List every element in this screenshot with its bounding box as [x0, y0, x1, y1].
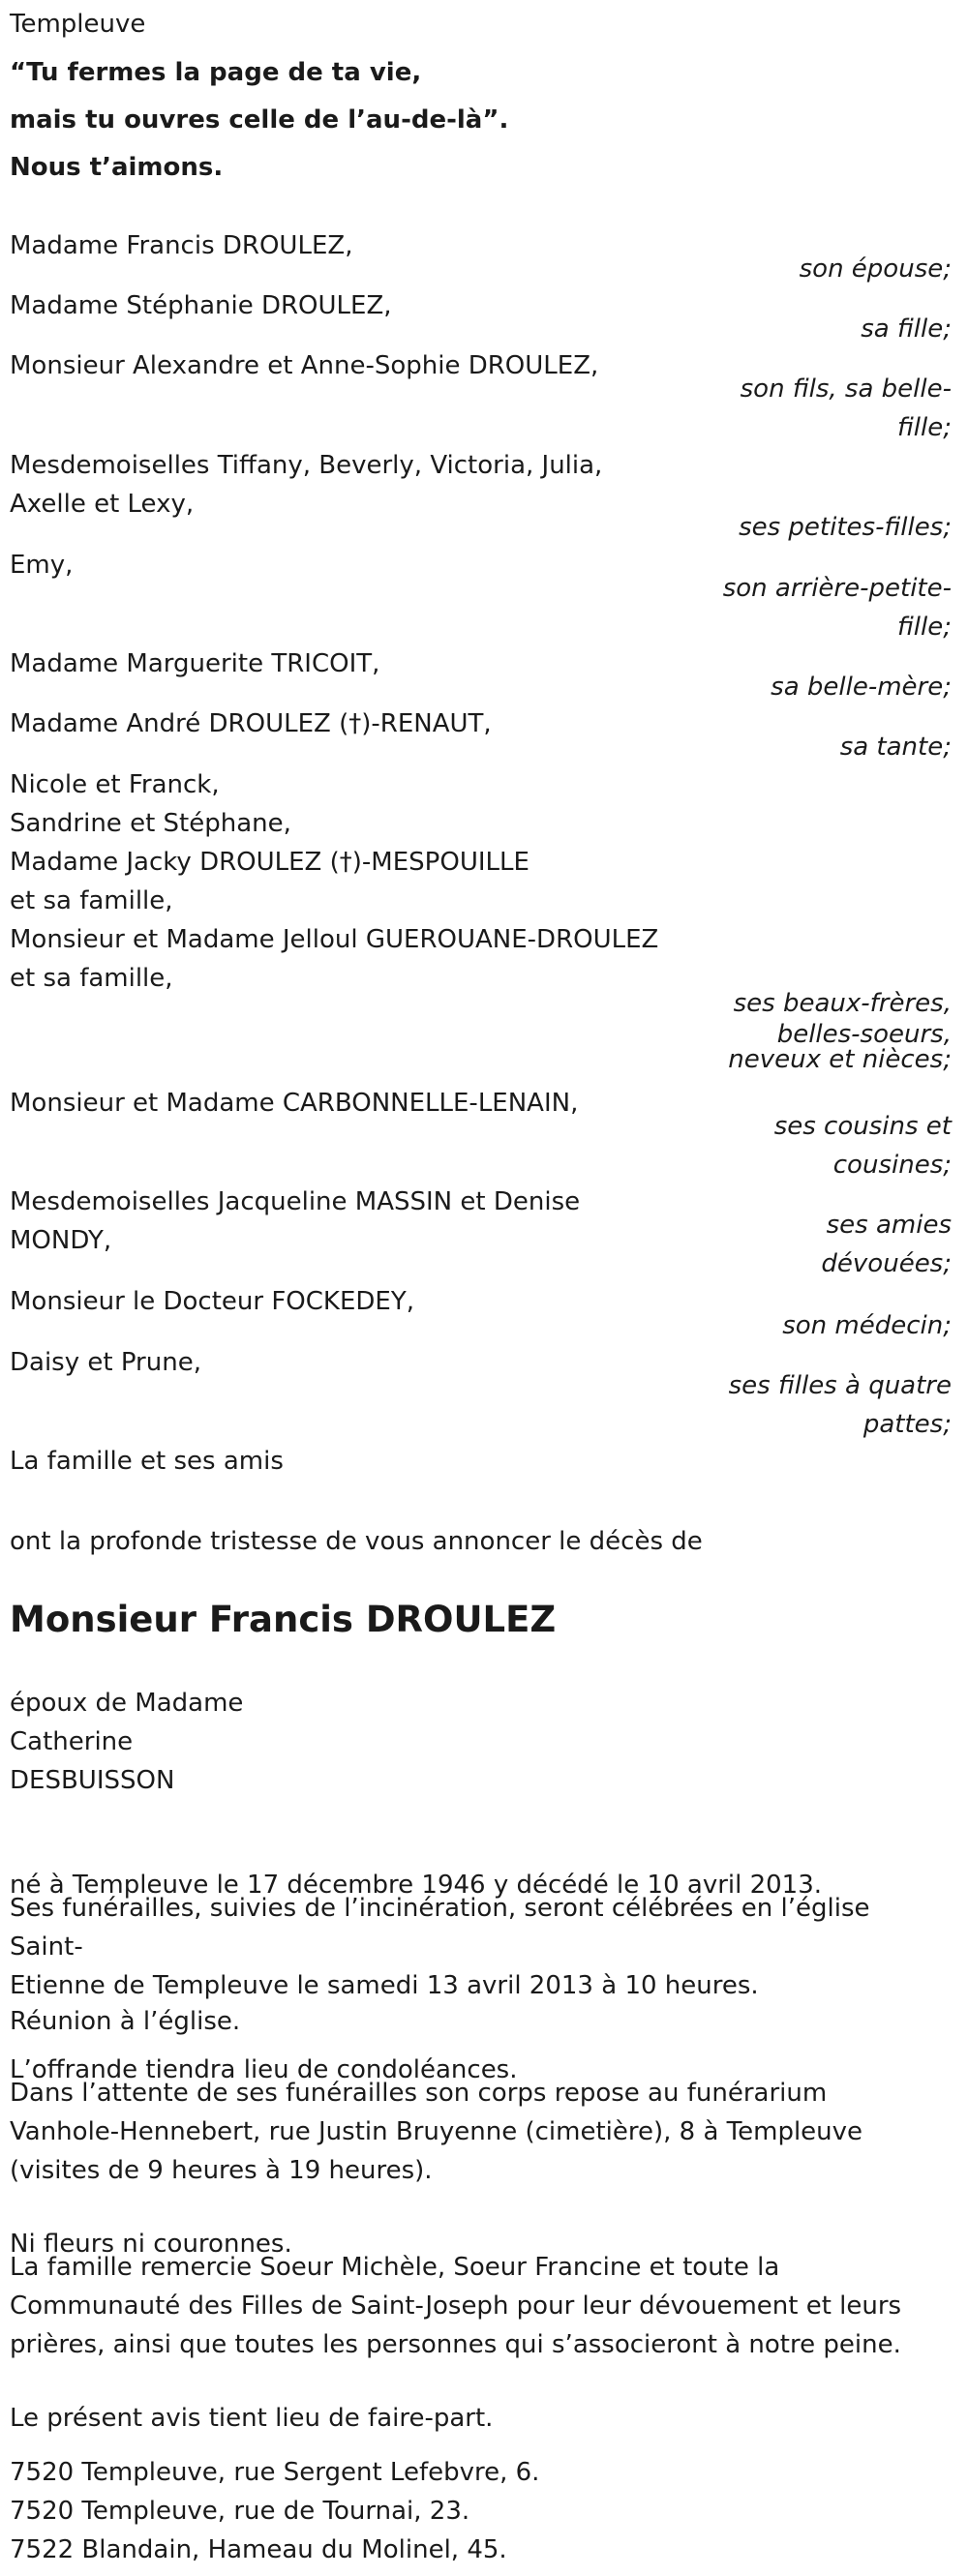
- family-member-relation: son arrière-petite- fille;: [722, 574, 952, 642]
- family-member-names: Madame Marguerite TRICOIT,: [10, 649, 380, 678]
- closing-family: La famille et ses amis: [10, 1447, 284, 1476]
- family-member-names: Emy,: [10, 551, 74, 580]
- family-member-names: Monsieur le Docteur FOCKEDEY,: [10, 1287, 414, 1316]
- family-member-names: Mesdemoiselles Jacqueline MASSIN et Denise MONDY,: [10, 1187, 581, 1255]
- quote-line-1: “Tu fermes la page de ta vie,: [10, 58, 422, 87]
- family-member-relation: son épouse;: [799, 255, 952, 284]
- offering-line: L’offrande tiendra lieu de condoléances.: [10, 2055, 518, 2084]
- address-line: 7522 Blandain, Hameau du Molinel, 45.: [10, 2535, 507, 2564]
- family-member-relation: son fils, sa belle- fille;: [740, 374, 952, 442]
- family-member-relation: ses beaux-frères, belles-soeurs, neveux et nièces;: [728, 989, 952, 1074]
- flowers-line: Ni fleurs ni couronnes.: [10, 2230, 292, 2259]
- spouse-block: époux de Madame Catherine DESBUISSON: [10, 1689, 244, 1795]
- thanks-paragraph: La famille remercie Soeur Michèle, Soeur Francine et toute la Communauté des Filles de Saint-Joseph pour leur dévouement et leurs prières, ainsi que toutes les personnes qui s’associeront à notre peine.: [10, 2253, 902, 2359]
- address-line: 7520 Templeuve, rue Sergent Lefebvre, 6.: [10, 2458, 540, 2487]
- family-member-names: Madame Stéphanie DROULEZ,: [10, 291, 392, 320]
- family-member-names: Nicole et Franck, Sandrine et Stéphane, Madame Jacky DROULEZ (†)-MESPOUILLE et sa famille, Monsieur et Madame Jelloul GUEROUANE-DROULEZ et sa famille,: [10, 770, 659, 993]
- family-member-relation: ses petites-filles;: [739, 513, 952, 542]
- family-member-relation: sa fille;: [861, 315, 952, 344]
- body-rest-paragraph: Dans l’attente de ses funérailles son corps repose au funérarium Vanhole-Hennebert, rue Justin Bruyenne (cimetière), 8 à Templeuve (visites de 9 heures à 19 heures).: [10, 2079, 863, 2185]
- notice-line: Le présent avis tient lieu de faire-part.: [10, 2404, 494, 2433]
- family-member-relation: son médecin;: [782, 1311, 952, 1340]
- family-member-relation: sa tante;: [839, 733, 952, 762]
- family-member-relation: ses filles à quatre pattes;: [728, 1371, 952, 1439]
- family-member-names: Monsieur Alexandre et Anne-Sophie DROULEZ,: [10, 351, 599, 380]
- place-heading: Templeuve: [10, 10, 146, 39]
- funeral-paragraph: Ses funérailles, suivies de l’incinération, seront célébrées en l’église Saint- Etienne de Templeuve le samedi 13 avril 2013 à 10 heures.: [10, 1894, 870, 2000]
- family-member-names: Madame André DROULEZ (†)-RENAUT,: [10, 709, 492, 738]
- reunion-line: Réunion à l’église.: [10, 2007, 241, 2036]
- family-member-names: Daisy et Prune,: [10, 1348, 201, 1377]
- address-line: 7520 Templeuve, rue de Tournai, 23.: [10, 2497, 470, 2526]
- quote-line-2: mais tu ouvres celle de l’au-de-là”.: [10, 105, 509, 135]
- addresses: [10, 2453, 539, 2569]
- family-member-relation: ses amies dévouées;: [821, 1211, 952, 1278]
- family-member-names: Mesdemoiselles Tiffany, Beverly, Victoria, Julia, Axelle et Lexy,: [10, 451, 603, 519]
- family-member-names: Monsieur et Madame CARBONNELLE-LENAIN,: [10, 1089, 579, 1118]
- family-member-names: Madame Francis DROULEZ,: [10, 231, 353, 260]
- family-member-relation: ses cousins et cousines;: [773, 1112, 952, 1180]
- quote-line-3: Nous t’aimons.: [10, 153, 224, 182]
- birth-death-line: né à Templeuve le 17 décembre 1946 y décédé le 10 avril 2013.: [10, 1871, 823, 1900]
- announcement-text: ont la profonde tristesse de vous annoncer le décès de: [10, 1527, 703, 1556]
- family-member-relation: sa belle-mère;: [771, 673, 952, 702]
- deceased-name: Monsieur Francis DROULEZ: [10, 1599, 557, 1640]
